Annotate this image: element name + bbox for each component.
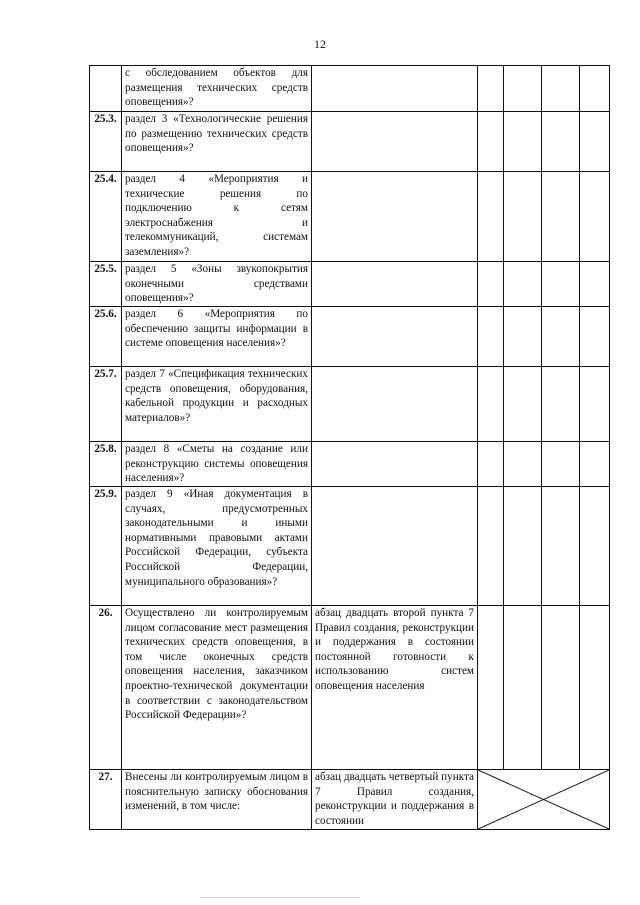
question-cell: раздел 6 «Мероприятия по обеспечению защиты информации в системе оповещения населения»?	[122, 307, 312, 367]
not-applicable-cell	[542, 487, 580, 606]
yes-cell	[478, 367, 504, 442]
yes-cell	[478, 66, 504, 112]
table-row	[90, 442, 610, 487]
yes-cell	[478, 487, 504, 606]
not-applicable-cell	[542, 172, 580, 262]
note-cell	[580, 487, 610, 606]
note-cell	[580, 367, 610, 442]
reference-cell	[312, 66, 478, 112]
reference-cell	[312, 307, 478, 367]
question-cell: Внесены ли контролируемым лицом в пояснительную записку обоснования изменений, в том числе:	[122, 770, 312, 830]
reference-cell: абзац двадцать четвертый пункта 7 Правил создания, реконструкции и поддержания в состоянии	[312, 770, 478, 830]
not-applicable-cell	[542, 442, 580, 487]
reference-cell	[312, 367, 478, 442]
table-row	[90, 367, 610, 442]
not-applicable-cell	[542, 66, 580, 112]
yes-cell	[478, 112, 504, 172]
no-cell	[504, 367, 542, 442]
table-row	[90, 770, 610, 830]
table-row	[90, 487, 610, 606]
no-cell	[504, 442, 542, 487]
row-number	[90, 66, 122, 112]
not-applicable-cell	[542, 606, 580, 770]
no-cell	[504, 487, 542, 606]
question-cell: Осуществлено ли контролируемым лицом согласование мест размещения технических средств оповещения, в том числе оконечных средств оповещения населения, заказчиком проектно-технической документации в соответствии с законодательством Российской Федерации»?	[122, 606, 312, 770]
table-row	[90, 112, 610, 172]
table-row	[90, 66, 610, 112]
note-cell	[580, 307, 610, 367]
row-number: 25.6.	[90, 307, 122, 367]
note-cell	[580, 172, 610, 262]
question-cell: с обследованием объектов для размещения технических средств оповещения»?	[122, 66, 312, 112]
scan-edge-line	[200, 897, 360, 898]
note-cell	[580, 262, 610, 307]
crossed-out-cell	[478, 770, 610, 830]
question-cell: раздел 4 «Мероприятия и технические решения по подключению к сетям электроснабжения и телекоммуникаций, системам заземления»?	[122, 172, 312, 262]
page-number: 12	[314, 37, 326, 51]
not-applicable-cell	[542, 307, 580, 367]
row-number: 25.3.	[90, 112, 122, 172]
row-number: 25.9.	[90, 487, 122, 606]
yes-cell	[478, 442, 504, 487]
note-cell	[580, 112, 610, 172]
reference-cell	[312, 442, 478, 487]
no-cell	[504, 307, 542, 367]
no-cell	[504, 262, 542, 307]
no-cell	[504, 112, 542, 172]
no-cell	[504, 66, 542, 112]
checklist-table	[89, 65, 610, 830]
question-cell: раздел 5 «Зоны звукопокрытия оконечными средствами оповещения»?	[122, 262, 312, 307]
reference-cell	[312, 487, 478, 606]
row-number: 25.5.	[90, 262, 122, 307]
row-number: 25.7.	[90, 367, 122, 442]
question-cell: раздел 3 «Технологические решения по размещению технических средств оповещения»?	[122, 112, 312, 172]
yes-cell	[478, 606, 504, 770]
table-row	[90, 307, 610, 367]
row-number: 27.	[90, 770, 122, 830]
note-cell	[580, 66, 610, 112]
no-cell	[504, 606, 542, 770]
row-number: 26.	[90, 606, 122, 770]
not-applicable-cell	[542, 367, 580, 442]
table-row	[90, 172, 610, 262]
table-row	[90, 262, 610, 307]
row-number: 25.4.	[90, 172, 122, 262]
not-applicable-cell	[542, 112, 580, 172]
reference-cell	[312, 262, 478, 307]
table-row	[90, 606, 610, 770]
no-cell	[504, 172, 542, 262]
question-cell: раздел 8 «Сметы на создание или реконструкцию системы оповещения населения»?	[122, 442, 312, 487]
note-cell	[580, 606, 610, 770]
reference-cell: абзац двадцать второй пункта 7 Правил создания, реконструкции и поддержания в состоянии постоянной готовности к использованию систем оповещения населения	[312, 606, 478, 770]
not-applicable-cell	[542, 262, 580, 307]
question-cell: раздел 9 «Иная документация в случаях, предусмотренных законодательными и иными нормативными правовыми актами Российской Федерации, субъекта Российской Федерации, муниципального образования»?	[122, 487, 312, 606]
row-number: 25.8.	[90, 442, 122, 487]
cross-mark	[478, 770, 609, 829]
yes-cell	[478, 172, 504, 262]
question-cell: раздел 7 «Спецификация технических средств оповещения, оборудования, кабельной продукции и расходных материалов»?	[122, 367, 312, 442]
note-cell	[580, 442, 610, 487]
yes-cell	[478, 262, 504, 307]
reference-cell	[312, 172, 478, 262]
yes-cell	[478, 307, 504, 367]
reference-cell	[312, 112, 478, 172]
